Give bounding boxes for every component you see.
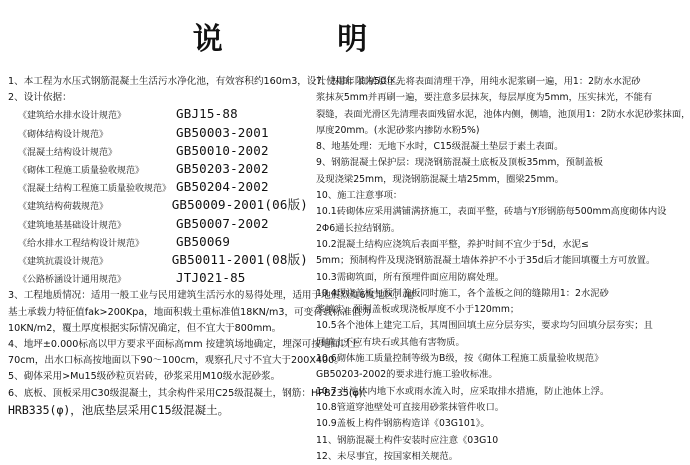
note-4-line-1: 4、地坪±0.000标高以甲方要求平面标高mm 按建筑场地确定，埋深可按地面以上: [8, 339, 360, 351]
note-10-5-line-1: 10.5各个池体上建完工后，其周围回填土应分层夯实，要求均匀回填分层夯实；且: [316, 320, 653, 332]
spec-name: 《建筑地基基础设计规范》: [18, 220, 127, 231]
note-10-9: 10.9盖板上构件钢筋构造详《03G101》。: [316, 418, 490, 430]
note-10-2-line-2: 5mm；预制构件及现浇钢筋混凝土墙体养护不小于35d后才能回填覆土方可放置。: [316, 255, 656, 267]
note-6-line-2: HRB335(φ)，池底垫层采用C15级混凝土。: [8, 402, 230, 417]
note-8: 8、地基处理：无地下水时，C15级混凝土垫层于素土表面。: [316, 141, 564, 153]
spec-code: GB50009-2001(06版): [171, 197, 308, 213]
spec-name: 《砌体结构设计规范》: [18, 129, 109, 140]
note-10-1-line-1: 10.1砖砌体应采用满铺满挤施工，表面平整，砖墙与Y形钢筋每500mm高度砌体内设: [316, 206, 667, 218]
spec-code: JTJ021-85: [176, 270, 246, 286]
note-5: 5、砌体采用>Mu15级砂粒页岩砖，砂浆采用M10级水泥砂浆。: [8, 371, 281, 383]
spec-code: GB50069: [176, 233, 231, 249]
spec-name: 《建筑给水排水设计规范》: [18, 111, 127, 122]
note-12: 12、未尽事宜，按国家相关规范。: [316, 450, 458, 462]
note-10-5-line-2: 回填土不应有块石或其他有害物质。: [316, 336, 465, 348]
note-10-4-line-2: 浆填实，预制盖板或现浇板厚度不小于120mm；: [316, 304, 520, 316]
spec-row: [8, 179, 308, 197]
spec-name: 《公路桥涵设计通用规范》: [18, 275, 127, 286]
spec-name: 《砌体工程施工质量验收规范》: [18, 166, 145, 177]
note-6-line-1: 6、底板、顶板采用C30级混凝土，其余构件采用C25级混凝土，钢筋：HPB235(φ)、: [8, 387, 373, 399]
note-7-line-3: 裂缝，表面光滑区先清理表面残留水泥，池体内侧，侧墙，池顶用1：2防水水泥砂浆抹面，: [316, 108, 690, 120]
spec-row: [8, 143, 308, 161]
note-9-line-1: 9、钢筋混凝土保护层：现浇钢筋混凝土底板及顶板35mm，预制盖板: [316, 157, 603, 169]
spec-row: [8, 197, 308, 215]
spec-code: GB50007-2002: [176, 215, 269, 231]
spec-row: [8, 252, 308, 270]
spec-row: [8, 106, 308, 124]
spec-code: GB50011-2001(08版): [171, 252, 308, 268]
spec-row: [8, 270, 308, 288]
note-10-8: 10.8管道穿池壁处可直接用砂浆抹管件收口。: [316, 401, 505, 413]
note-3-line-1: 3、工程地质情况：适用一般工业与民用建筑生活污水的易得处理，适用于地震烈度6度地区，地: [8, 290, 414, 302]
spec-name: 《混凝土结构设计规范》: [18, 147, 118, 158]
spec-row: [8, 234, 308, 252]
note-10-1-line-2: 2Φ6通长拉结钢筋。: [316, 222, 401, 234]
spec-name: 《混凝土结构工程施工质量验收规范》: [18, 184, 172, 195]
spec-code: GB50010-2002: [176, 142, 269, 158]
spec-code: GB50204-2002: [176, 179, 269, 195]
note-11: 11、钢筋混凝土构件安装时应注意《03G10: [316, 434, 499, 446]
note-9-line-2: 及现浇梁25mm，现浇钢筋混凝土墙25mm，圈梁25mm。: [316, 173, 564, 185]
spec-code: GBJ15-88: [176, 106, 238, 122]
note-1: 1、本工程为水压式钢筋混凝土生活污水净化池，有效容积约160m3，设计使用年限为50年。: [8, 76, 406, 87]
note-10-6-line-1: 10.6砌体施工质量控制等级为B级，按《砌体工程施工质量验收规范》: [316, 353, 604, 365]
spec-name: 《给水排水工程结构设计规范》: [18, 238, 145, 249]
note-3-line-2: 基土承载力特征值fak>200Kpa，地面积载土重标准值18KN/m3，可变荷载标准值为: [8, 306, 371, 318]
note-10-heading: 10、施工注意事项：: [316, 190, 403, 202]
spec-code: GB50203-2002: [176, 161, 269, 177]
spec-row: [8, 216, 308, 234]
spec-row: [8, 161, 308, 179]
note-10-6-line-2: GB50203-2002的要求进行施工验收标准。: [316, 369, 498, 381]
note-4-line-2: 70cm，出水口标高按地面以下90～100cm，观察孔尺寸不宜大于200X400。: [8, 355, 344, 367]
spec-name: 《建筑结构荷载规范》: [18, 202, 109, 213]
note-3-line-3: 10KN/m2，覆土厚度根据实际情况确定，但不宜大于800mm。: [8, 322, 282, 334]
note-7-line-4: 厚度20mm。(水泥砂浆内掺防水粉5%): [316, 124, 480, 136]
spec-name: 《建筑抗震设计规范》: [18, 257, 109, 268]
notes-right-column: [316, 74, 690, 465]
note-7-line-1: 7、抹面：面砖层区先将表面清理干净，用纯水泥浆刷一遍，用1：2防水水泥砂: [316, 76, 641, 87]
spec-row: [8, 125, 308, 143]
spec-code: GB50003-2001: [176, 124, 269, 140]
page-title: 说 明: [192, 22, 420, 57]
note-2-heading: 2、设计依据：: [8, 92, 72, 104]
note-10-2-line-1: 10.2混凝土结构应浇筑后表面平整，养护时间不宜少于5d，水泥≤: [316, 238, 589, 250]
note-10-7: 10.7 当池体内地下水或雨水流入时，应采取排水措施，防止池体上浮。: [316, 385, 610, 397]
note-10-4-line-1: 10.4现浇盖板与预制盖板同时施工，各个盖板之间的缝隙用1：2水泥砂: [316, 287, 609, 299]
note-10-3: 10.3需砌筑面，所有预埋件面应用防腐处理。: [316, 271, 505, 283]
note-7-line-2: 浆抹灰5mm并再刷一遍，要注意多层抹灰，每层厚度为5mm，压实抹光，不能有: [316, 92, 653, 104]
